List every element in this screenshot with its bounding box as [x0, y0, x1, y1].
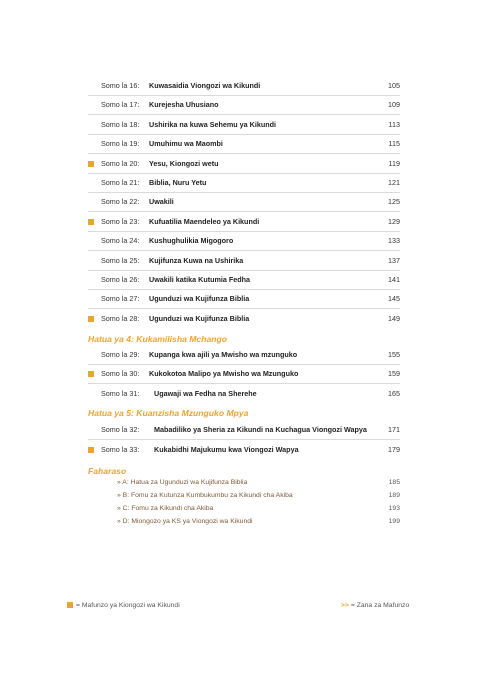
toc-entry[interactable] — [88, 78, 400, 94]
lesson-title: Kufuatilia Maendeleo ya Kikundi — [149, 216, 260, 226]
lesson-title: Uwakili — [149, 197, 174, 207]
toc-entry[interactable] — [88, 117, 400, 133]
lesson-number: Somo la 26: — [101, 275, 140, 284]
appendix-entry[interactable] — [117, 490, 400, 502]
toc-entry[interactable] — [88, 136, 400, 152]
lesson-number: Somo la 33: — [101, 445, 140, 454]
footer-legend-left — [67, 602, 180, 609]
square-bullet-icon — [67, 602, 73, 608]
footer-right-text: = Zana za Mafunzo — [350, 602, 410, 609]
square-bullet-icon — [88, 447, 94, 453]
page-number: 141 — [388, 275, 400, 284]
row-divider — [88, 308, 400, 309]
page-number: 109 — [388, 100, 400, 110]
page-number: 119 — [388, 158, 400, 168]
lesson-number: Somo la 21: — [101, 178, 140, 187]
lesson-number: Somo la 18: — [101, 119, 140, 129]
row-divider — [88, 250, 400, 251]
lesson-number: Somo la 29: — [101, 350, 140, 359]
toc-entry[interactable] — [88, 366, 400, 382]
toc-entry[interactable] — [88, 311, 400, 327]
toc-entry[interactable] — [88, 175, 400, 191]
toc-entry[interactable] — [88, 386, 400, 402]
section-heading-4: Hatua ya 4: Kukamilisha Mchango — [88, 334, 227, 344]
lesson-number: Somo la 30: — [101, 369, 140, 378]
row-divider — [88, 289, 400, 290]
lesson-number: Somo la 24: — [101, 236, 140, 246]
page-number: 125 — [388, 197, 400, 207]
lesson-title: Ushirika na kuwa Sehemu ya Kikundi — [149, 119, 277, 129]
row-divider — [88, 173, 400, 174]
lesson-title: Umuhimu wa Maombi — [149, 139, 223, 149]
square-bullet-icon — [88, 371, 94, 377]
page-number: 189 — [388, 492, 400, 499]
lesson-number: Somo la 32: — [101, 425, 140, 434]
page-number: 129 — [388, 216, 400, 226]
page-number: 199 — [388, 518, 400, 525]
page-number: 155 — [388, 350, 400, 359]
toc-entry[interactable] — [88, 442, 400, 458]
page-number: 145 — [388, 294, 400, 304]
page-number: 149 — [388, 313, 400, 323]
lesson-title: Kujifunza Kuwa na Ushirika — [149, 255, 244, 265]
footer-legend-right — [341, 602, 409, 609]
appendix-title: » B: Fomu za Kutunza Kumbukumbu za Kikundi cha Akiba — [117, 492, 293, 499]
square-bullet-icon — [88, 219, 94, 225]
appendix-entry[interactable] — [117, 477, 400, 489]
lesson-number: Somo la 27: — [101, 294, 140, 304]
square-bullet-icon — [88, 161, 94, 167]
appendix-entry[interactable] — [117, 503, 400, 515]
row-divider — [88, 192, 400, 193]
appendix-title: » C: Fomu za Kikundi cha Akiba — [117, 505, 214, 512]
lesson-number: Somo la 19: — [101, 139, 140, 149]
lesson-title: Kukokotoa Malipo ya Mwisho wa Mzunguko — [149, 369, 299, 378]
row-divider — [88, 383, 400, 384]
row-divider — [88, 439, 400, 440]
square-bullet-icon — [88, 316, 94, 322]
lesson-title: Uwakili katika Kutumia Fedha — [149, 275, 251, 284]
lesson-number: Somo la 16: — [101, 81, 140, 90]
appendix-heading: Faharaso — [88, 466, 127, 476]
row-divider — [88, 364, 400, 365]
toc-entry[interactable] — [88, 253, 400, 269]
row-divider — [88, 270, 400, 271]
lesson-title: Ugawaji wa Fedha na Sherehe — [154, 389, 257, 398]
row-divider — [88, 153, 400, 154]
lesson-number: Somo la 31: — [101, 389, 140, 398]
page-number: 113 — [388, 119, 400, 129]
row-divider — [88, 134, 400, 135]
toc-entry[interactable] — [88, 347, 400, 363]
lesson-number: Somo la 22: — [101, 197, 140, 207]
page-number: 185 — [388, 479, 400, 486]
page-number: 165 — [388, 389, 400, 398]
lesson-title: Kupanga kwa ajili ya Mwisho wa mzunguko — [149, 350, 298, 359]
lesson-number: Somo la 17: — [101, 100, 140, 110]
lesson-title: Kushughulikia Migogoro — [149, 236, 234, 246]
lesson-title: Kuwasaidia Viongozi wa Kikundi — [149, 81, 261, 90]
lesson-title: Ugunduzi wa Kujifunza Biblia — [149, 313, 250, 323]
lesson-title: Mabadiliko ya Sheria za Kikundi na Kuchagua Viongozi Wapya — [154, 425, 367, 434]
toc-entry[interactable] — [88, 156, 400, 172]
footer-left-text: = Mafunzo ya Kiongozi wa Kikundi — [76, 602, 180, 609]
page-number: 121 — [388, 178, 400, 187]
lesson-title: Ugunduzi wa Kujifunza Biblia — [149, 294, 250, 304]
row-divider — [88, 114, 400, 115]
row-divider — [88, 211, 400, 212]
toc-entry[interactable] — [88, 272, 400, 288]
page-number: 105 — [388, 81, 400, 90]
toc-entry[interactable] — [88, 233, 400, 249]
lesson-number: Somo la 20: — [101, 158, 140, 168]
page-number: 171 — [388, 425, 400, 434]
page-number: 159 — [388, 369, 400, 378]
lesson-title: Yesu, Kiongozi wetu — [149, 158, 219, 168]
lesson-title: Kurejesha Uhusiano — [149, 100, 219, 110]
toc-entry[interactable] — [88, 422, 400, 438]
page-number: 193 — [388, 505, 400, 512]
page-number: 179 — [388, 445, 400, 454]
row-divider — [88, 95, 400, 96]
page-number: 115 — [388, 139, 400, 149]
toc-entry[interactable] — [88, 291, 400, 307]
page-number: 133 — [388, 236, 400, 246]
lesson-title: Biblia, Nuru Yetu — [149, 178, 207, 187]
toc-entry[interactable] — [88, 97, 400, 113]
lesson-title: Kukabidhi Majukumu kwa Viongozi Wapya — [154, 445, 299, 454]
lesson-number: Somo la 23: — [101, 216, 140, 226]
lesson-number: Somo la 28: — [101, 313, 140, 323]
toc-entry[interactable] — [88, 214, 400, 230]
appendix-title: » A: Hatua za Ugunduzi wa Kujifunza Biblia — [117, 479, 248, 486]
appendix-title: » D: Miongozo ya KS ya Viongozi wa Kikundi — [117, 518, 253, 525]
double-arrow-icon: >> — [341, 602, 349, 609]
row-divider — [88, 231, 400, 232]
page-number: 137 — [388, 255, 400, 265]
toc-entry[interactable] — [88, 194, 400, 210]
lesson-number: Somo la 25: — [101, 255, 140, 265]
appendix-entry[interactable] — [117, 516, 400, 528]
section-heading-5: Hatua ya 5: Kuanzisha Mzunguko Mpya — [88, 408, 249, 418]
